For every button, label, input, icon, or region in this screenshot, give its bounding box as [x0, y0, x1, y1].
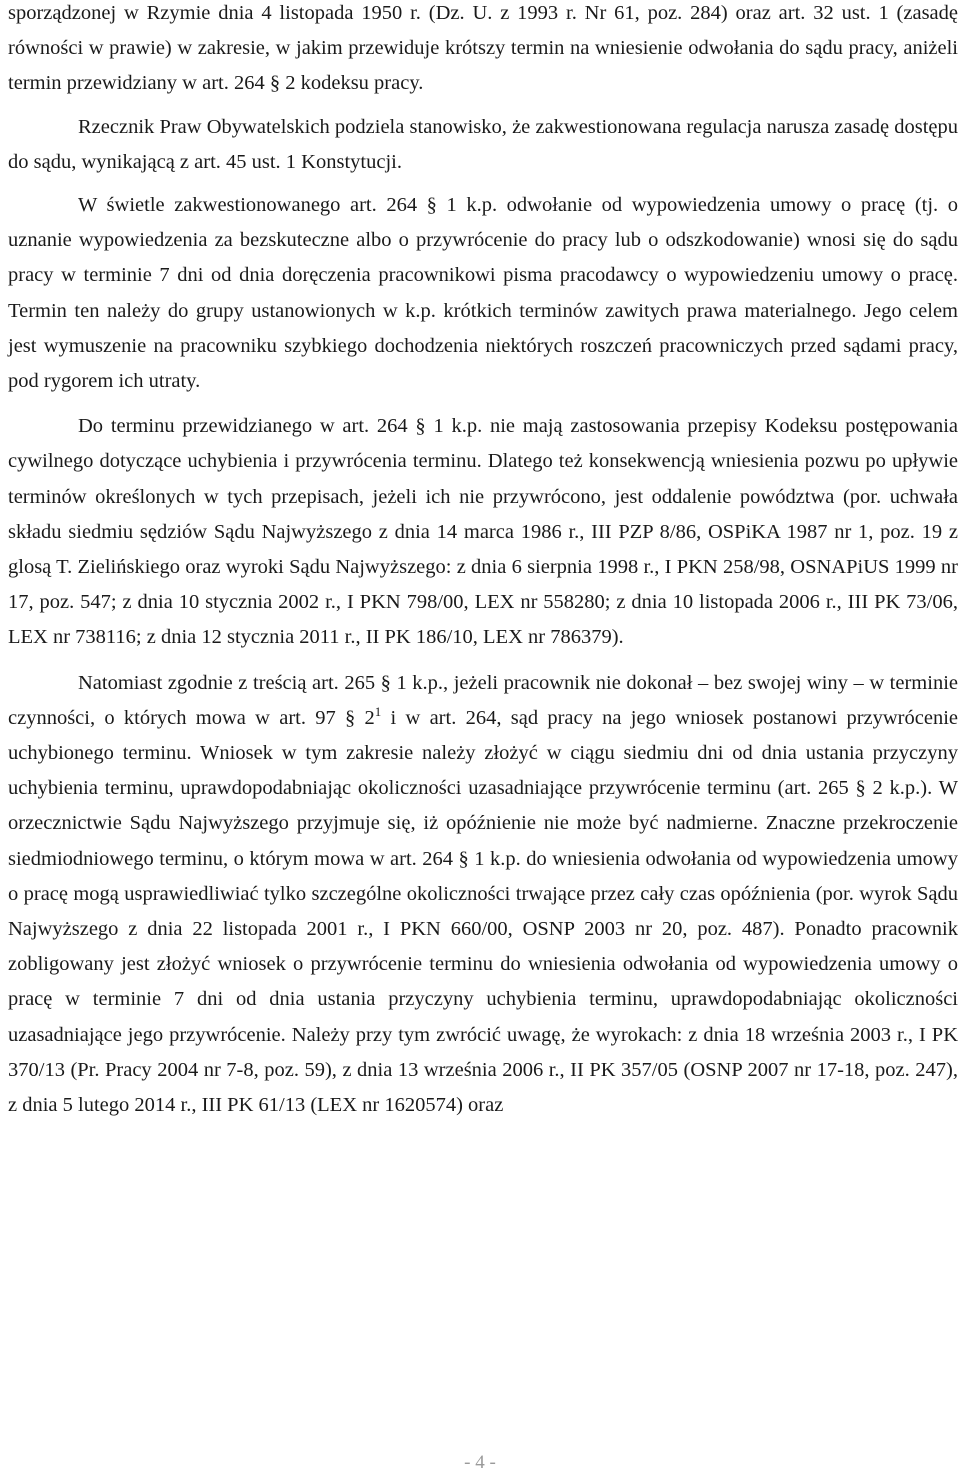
- paragraph-5: [8, 666, 958, 1124]
- superscript: 1: [374, 704, 382, 720]
- paragraph-3: W świetle zakwestionowanego art. 264 § 1 k.p. odwołanie od wypowiedzenia umowy o pracę (tj. o uznanie wypowiedzenia za bezskuteczne albo o przywrócenie do pracy lub o odszkodowanie) wnosi się do sądu pracy w terminie 7 dni od dnia doręczenia pracownikowi pisma pracodawcy o wypowiedzeniu umowy o pracę. Termin ten należy do grupy ustanowionych w k.p. krótkich terminów zawitych prawa materialnego. Jego celem jest wymuszenie na pracowniku szybkiego dochodzenia niektórych roszczeń pracowniczych przed sądami pracy, pod rygorem ich utraty.: [8, 194, 958, 393]
- document-page: [8, 0, 958, 1123]
- paragraph-1: sporządzonej w Rzymie dnia 4 listopada 1950 r. (Dz. U. z 1993 r. Nr 61, poz. 284) oraz art. 32 ust. 1 (zasadę równości w prawie) w zakresie, w jakim przewiduje krótszy termin na wniesienie odwołania do sądu pracy, aniżeli termin przewidziany w art. 264 § 2 kodeksu pracy.: [8, 2, 958, 95]
- page-number: - 4 -: [464, 1452, 496, 1473]
- paragraph-2: Rzecznik Praw Obywatelskich podziela stanowisko, że zakwestionowana regulacja narusza zasadę dostępu do sądu, wynikającą z art. 45 ust. 1 Konstytucji.: [8, 115, 958, 173]
- paragraph-5-part-2: i w art. 264, sąd pracy na jego wniosek postanowi przywrócenie uchybionego terminu. Wniosek w tym zakresie należy złożyć w ciągu siedmiu dni od dnia ustania przyczyny uchybienia terminu, uprawdopodabniając okoliczności uzasadniające przywrócenie terminu (art. 265 § 2 k.p.). W orzecznictwie Sądu Najwyższego przyjmuje się, iż opóźnienie nie może być nadmierne. Znaczne przekroczenie siedmiodniowego terminu, o którym mowa w art. 264 § 1 k.p. do wniesienia odwołania od wypowiedzenia umowy o pracę mogą usprawiedliwiać tylko szczególne okoliczności trwające przez cały czas opóźnienia (por. wyrok Sądu Najwyższego z dnia 22 listopada 2001 r., I PKN 660/00, OSNP 2003 nr 20, poz. 487). Ponadto pracownik zobligowany jest złożyć wniosek o przywrócenie terminu do wniesienia odwołania od wypowiedzenia umowy o pracę w terminie 7 dni od dnia ustania przyczyny uchybienia terminu, uprawdopodabniając okoliczności uzasadniające jego przywrócenie. Należy przy tym zwrócić uwagę, że wyrokach: z dnia 18 września 2003 r., I PK 370/13 (Pr. Pracy 2004 nr 7-8, poz. 59), z dnia 13 września 2006 r., II PK 357/05 (OSNP 2007 nr 17-18, poz. 247), z dnia 5 lutego 2014 r., III PK 61/13 (LEX nr 1620574) oraz: [8, 706, 959, 1117]
- paragraph-4: Do terminu przewidzianego w art. 264 § 1 k.p. nie mają zastosowania przepisy Kodeksu postępowania cywilnego dotyczące uchybienia i przywrócenia terminu. Dlatego też konsekwencją wniesienia pozwu po upływie terminów określonych w tych przepisach, jeżeli ich nie przywrócono, jest oddalenie powództwa (por. uchwała składu siedmiu sędziów Sądu Najwyższego z dnia 14 marca 1986 r., III PZP 8/86, OSPiKA 1987 nr 1, poz. 19 z glosą T. Zielińskiego oraz wyroki Sądu Najwyższego: z dnia 6 sierpnia 1998 r., I PKN 258/98, OSNAPiUS 1999 nr 17, poz. 547; z dnia 10 stycznia 2002 r., I PKN 798/00, LEX nr 558280; z dnia 10 listopada 2006 r., III PK 73/06, LEX nr 738116; z dnia 12 stycznia 2011 r., II PK 186/10, LEX nr 786379).: [8, 415, 958, 649]
- paragraph-5-part-1: Natomiast zgodnie z treścią art. 265 § 1 k.p., jeżeli pracownik nie dokonał – bez swojej winy – w terminie czynności, o których mowa w art. 97 § 2: [8, 671, 958, 729]
